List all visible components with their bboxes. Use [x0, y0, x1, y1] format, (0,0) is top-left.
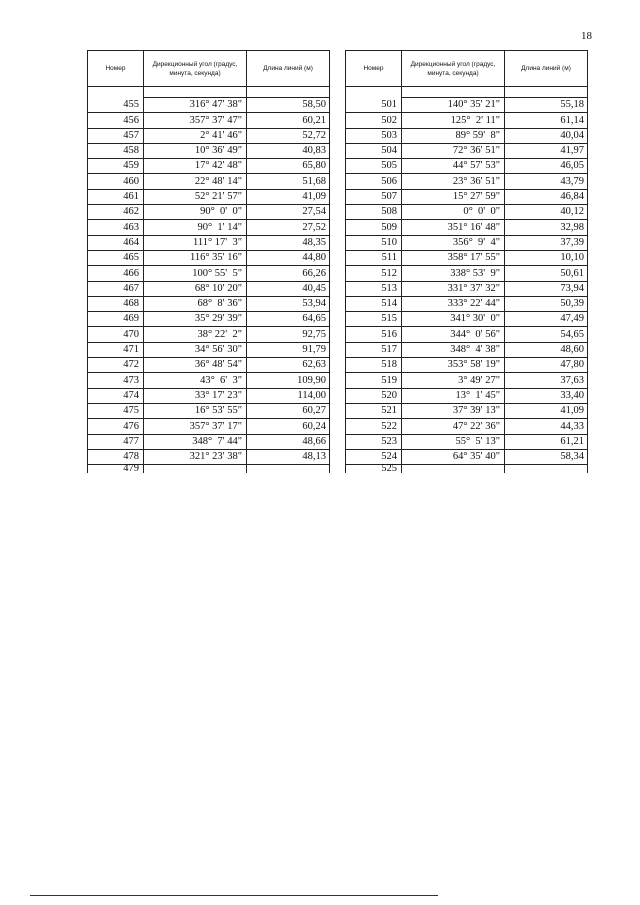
table-row [88, 296, 330, 311]
point-number: 457 [88, 128, 144, 143]
spacer-cell [505, 87, 588, 98]
direction-angle: 0° 0' 0" [402, 205, 505, 220]
table-row [346, 205, 588, 220]
line-length: 91,79 [247, 342, 330, 357]
point-number: 471 [88, 342, 144, 357]
line-length: 46,05 [505, 159, 588, 174]
line-length: 37,63 [505, 373, 588, 388]
point-number: 505 [346, 159, 402, 174]
point-number: 501 [346, 98, 402, 113]
table-row [88, 281, 330, 296]
line-length: 40,12 [505, 205, 588, 220]
header-length: Длина линий (м) [505, 51, 588, 87]
line-length: 27,54 [247, 205, 330, 220]
line-length: 114,00 [247, 388, 330, 403]
point-number: 468 [88, 296, 144, 311]
point-number: 461 [88, 189, 144, 204]
table-row [88, 465, 330, 474]
direction-angle: 357° 37' 17" [144, 419, 247, 434]
point-number: 460 [88, 174, 144, 189]
point-number: 478 [88, 449, 144, 464]
spacer-cell [144, 87, 247, 98]
direction-angle: 316° 47' 38" [144, 98, 247, 113]
point-number: 466 [88, 266, 144, 281]
direction-angle: 23° 36' 51" [402, 174, 505, 189]
point-number: 462 [88, 205, 144, 220]
point-number: 510 [346, 235, 402, 250]
table-row [88, 113, 330, 128]
table-row [88, 342, 330, 357]
point-number: 476 [88, 419, 144, 434]
point-number: 524 [346, 449, 402, 464]
table-row [346, 327, 588, 342]
table-row [346, 419, 588, 434]
table-row [346, 189, 588, 204]
point-number: 521 [346, 403, 402, 418]
table-row [88, 327, 330, 342]
header-angle: Дирекционный угол (градус, минута, секунда) [402, 51, 505, 87]
line-length: 92,75 [247, 327, 330, 342]
point-number: 470 [88, 327, 144, 342]
table-row [346, 143, 588, 158]
point-number: 520 [346, 388, 402, 403]
direction-angle: 16° 53' 55" [144, 403, 247, 418]
line-length: 27,52 [247, 220, 330, 235]
direction-angle: 348° 7' 44" [144, 434, 247, 449]
table-row [88, 388, 330, 403]
spacer-cell [247, 87, 330, 98]
direction-angle: 72° 36' 51" [402, 143, 505, 158]
table-row [88, 312, 330, 327]
point-number: 513 [346, 281, 402, 296]
direction-angle: 36° 48' 54" [144, 358, 247, 373]
line-length: 48,13 [247, 449, 330, 464]
direction-angle: 33° 17' 23" [144, 388, 247, 403]
header-length: Длина линий (м) [247, 51, 330, 87]
point-number: 472 [88, 358, 144, 373]
direction-angle: 43° 6' 3" [144, 373, 247, 388]
table-row [88, 373, 330, 388]
point-number: 455 [88, 98, 144, 113]
direction-angle: 331° 37' 32" [402, 281, 505, 296]
direction-angle: 68° 10' 20" [144, 281, 247, 296]
table-row [88, 159, 330, 174]
point-number: 507 [346, 189, 402, 204]
line-length: 50,61 [505, 266, 588, 281]
line-length: 51,68 [247, 174, 330, 189]
table-row [88, 403, 330, 418]
line-length: 66,26 [247, 266, 330, 281]
direction-angle: 38° 22' 2" [144, 327, 247, 342]
table-row [346, 250, 588, 265]
line-length: 41,97 [505, 143, 588, 158]
table-row [88, 189, 330, 204]
direction-angle: 13° 1' 45" [402, 388, 505, 403]
table-row [88, 220, 330, 235]
table-row [346, 220, 588, 235]
table-row [88, 143, 330, 158]
direction-angle: 68° 8' 36" [144, 296, 247, 311]
line-length: 64,65 [247, 312, 330, 327]
point-number: 474 [88, 388, 144, 403]
line-length: 41,09 [505, 403, 588, 418]
table-row [346, 312, 588, 327]
table-row [346, 235, 588, 250]
header-number: Номер [88, 51, 144, 87]
point-number: 465 [88, 250, 144, 265]
direction-angle: 338° 53' 9" [402, 266, 505, 281]
point-number: 477 [88, 434, 144, 449]
direction-angle: 15° 27' 59" [402, 189, 505, 204]
direction-angle: 125° 2' 11" [402, 113, 505, 128]
table-row [346, 128, 588, 143]
table-row [346, 266, 588, 281]
line-length: 60,24 [247, 419, 330, 434]
line-length: 55,18 [505, 98, 588, 113]
spacer-row [88, 87, 330, 98]
line-length: 10,10 [505, 250, 588, 265]
table-row [346, 174, 588, 189]
direction-angle: 321° 23' 38" [144, 449, 247, 464]
direction-angle: 357° 37' 47" [144, 113, 247, 128]
point-number: 458 [88, 143, 144, 158]
empty-cell [247, 465, 330, 474]
line-length: 58,34 [505, 449, 588, 464]
direction-angle: 341° 30' 0" [402, 312, 505, 327]
point-number: 514 [346, 296, 402, 311]
direction-angle: 10° 36' 49" [144, 143, 247, 158]
line-length: 60,21 [247, 113, 330, 128]
table-row [88, 128, 330, 143]
empty-cell [505, 465, 588, 474]
point-number: 519 [346, 373, 402, 388]
spacer-cell [346, 87, 402, 98]
table-row [88, 98, 330, 113]
table-row [346, 403, 588, 418]
direction-angle: 22° 48' 14" [144, 174, 247, 189]
table-row [346, 98, 588, 113]
table-row [346, 358, 588, 373]
point-number: 504 [346, 143, 402, 158]
table-row [346, 113, 588, 128]
table-row [346, 342, 588, 357]
direction-angle: 353° 58' 19" [402, 358, 505, 373]
direction-angle: 47° 22' 36" [402, 419, 505, 434]
table-row [346, 296, 588, 311]
table-row [88, 174, 330, 189]
point-number: 523 [346, 434, 402, 449]
line-length: 33,40 [505, 388, 588, 403]
table-header-row [346, 51, 588, 87]
line-length: 47,49 [505, 312, 588, 327]
point-number: 512 [346, 266, 402, 281]
direction-angle: 358° 17' 55" [402, 250, 505, 265]
line-length: 48,66 [247, 434, 330, 449]
empty-cell [402, 465, 505, 474]
line-length: 48,60 [505, 342, 588, 357]
line-length: 60,27 [247, 403, 330, 418]
direction-angle: 111° 17' 3" [144, 235, 247, 250]
direction-angle: 64° 35' 40" [402, 449, 505, 464]
line-length: 62,63 [247, 358, 330, 373]
line-length: 61,14 [505, 113, 588, 128]
line-length: 109,90 [247, 373, 330, 388]
direction-angle: 90° 0' 0" [144, 205, 247, 220]
point-number: 464 [88, 235, 144, 250]
point-number: 456 [88, 113, 144, 128]
line-length: 40,83 [247, 143, 330, 158]
point-number: 508 [346, 205, 402, 220]
table-row [88, 266, 330, 281]
table-row [88, 358, 330, 373]
line-length: 54,65 [505, 327, 588, 342]
point-number: 509 [346, 220, 402, 235]
table-row [88, 434, 330, 449]
point-number: 516 [346, 327, 402, 342]
point-number: 469 [88, 312, 144, 327]
table-row [346, 388, 588, 403]
direction-angle: 356° 9' 4" [402, 235, 505, 250]
direction-angle: 100° 55' 5" [144, 266, 247, 281]
direction-angle: 116° 35' 16" [144, 250, 247, 265]
line-length: 65,80 [247, 159, 330, 174]
line-length: 40,04 [505, 128, 588, 143]
direction-angle: 35° 29' 39" [144, 312, 247, 327]
line-length: 61,21 [505, 434, 588, 449]
spacer-row [346, 87, 588, 98]
table-row [346, 465, 588, 474]
table-row [346, 159, 588, 174]
point-number: 515 [346, 312, 402, 327]
point-number: 511 [346, 250, 402, 265]
direction-angle: 333° 22' 44" [402, 296, 505, 311]
point-number: 459 [88, 159, 144, 174]
point-number: 503 [346, 128, 402, 143]
direction-angle: 89° 59' 8" [402, 128, 505, 143]
line-length: 44,80 [247, 250, 330, 265]
point-number: 475 [88, 403, 144, 418]
direction-angle: 140° 35' 21" [402, 98, 505, 113]
line-length: 32,98 [505, 220, 588, 235]
table-row [88, 419, 330, 434]
point-number: 525 [346, 465, 402, 474]
page-number: 18 [581, 30, 592, 42]
point-number: 522 [346, 419, 402, 434]
point-number: 517 [346, 342, 402, 357]
line-length: 48,35 [247, 235, 330, 250]
point-number: 467 [88, 281, 144, 296]
line-length: 47,80 [505, 358, 588, 373]
table-header-row [88, 51, 330, 87]
table-row [88, 205, 330, 220]
direction-angle: 34° 56' 30" [144, 342, 247, 357]
spacer-cell [88, 87, 144, 98]
direction-angle: 90° 1' 14" [144, 220, 247, 235]
line-length: 37,39 [505, 235, 588, 250]
direction-angle: 37° 39' 13" [402, 403, 505, 418]
line-length: 58,50 [247, 98, 330, 113]
header-angle: Дирекционный угол (градус, минута, секунда) [144, 51, 247, 87]
right-coordinate-table [345, 50, 588, 473]
footer-divider [30, 895, 438, 896]
point-number: 502 [346, 113, 402, 128]
header-number: Номер [346, 51, 402, 87]
spacer-cell [402, 87, 505, 98]
line-length: 43,79 [505, 174, 588, 189]
table-row [346, 434, 588, 449]
table-row [346, 281, 588, 296]
line-length: 53,94 [247, 296, 330, 311]
line-length: 46,84 [505, 189, 588, 204]
point-number: 506 [346, 174, 402, 189]
line-length: 50,39 [505, 296, 588, 311]
direction-angle: 44° 57' 53" [402, 159, 505, 174]
direction-angle: 344° 0' 56" [402, 327, 505, 342]
direction-angle: 3° 49' 27" [402, 373, 505, 388]
line-length: 73,94 [505, 281, 588, 296]
line-length: 40,45 [247, 281, 330, 296]
direction-angle: 351° 16' 48" [402, 220, 505, 235]
point-number: 479 [88, 465, 144, 474]
table-row [88, 235, 330, 250]
direction-angle: 348° 4' 38" [402, 342, 505, 357]
point-number: 518 [346, 358, 402, 373]
direction-angle: 52° 21' 57" [144, 189, 247, 204]
line-length: 44,33 [505, 419, 588, 434]
direction-angle: 55° 5' 13" [402, 434, 505, 449]
direction-angle: 17° 42' 48" [144, 159, 247, 174]
empty-cell [144, 465, 247, 474]
point-number: 463 [88, 220, 144, 235]
direction-angle: 2° 41' 46" [144, 128, 247, 143]
table-row [88, 250, 330, 265]
table-row [346, 373, 588, 388]
line-length: 52,72 [247, 128, 330, 143]
point-number: 473 [88, 373, 144, 388]
left-coordinate-table [87, 50, 330, 473]
line-length: 41,09 [247, 189, 330, 204]
